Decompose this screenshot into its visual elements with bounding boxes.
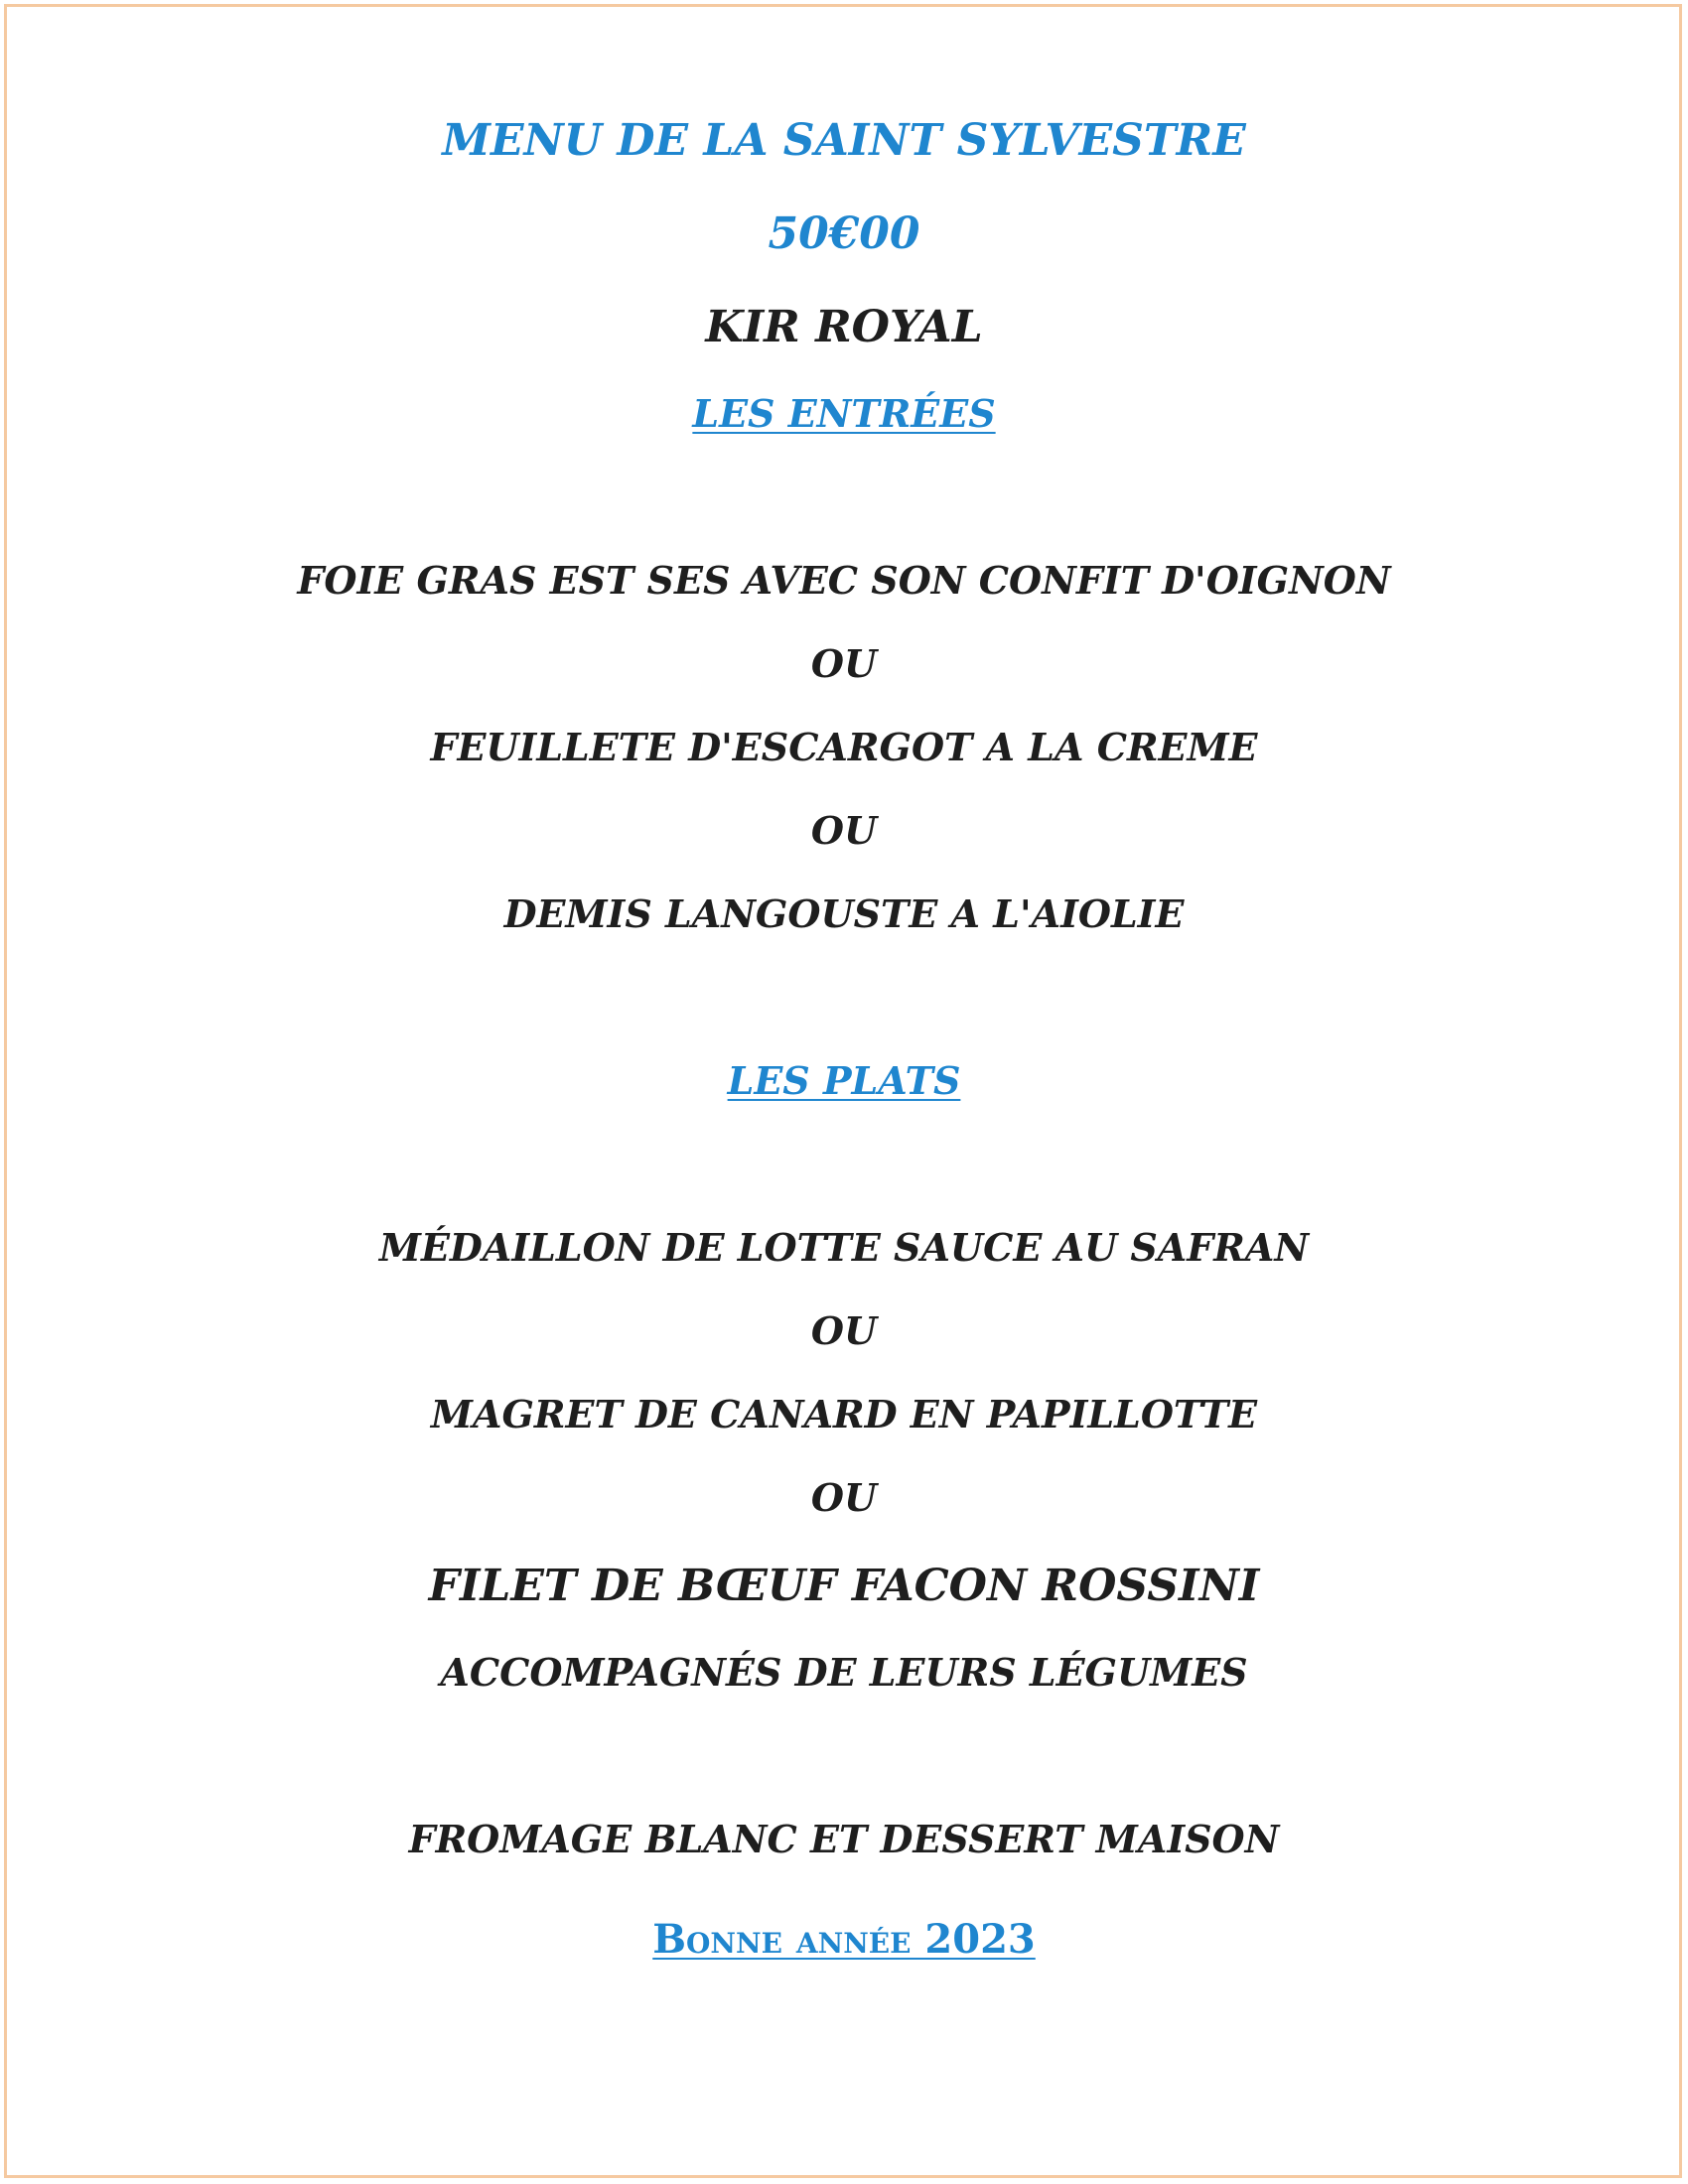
menu-title: MENU DE LA SAINT SYLVESTRE — [442, 115, 1246, 166]
entree-separator: OU — [810, 641, 878, 686]
entree-item: FEUILLETE D'ESCARGOT A LA CREME — [430, 725, 1258, 769]
plat-item: FILET DE BŒUF FACON ROSSINI — [428, 1561, 1260, 1611]
plat-item: MAGRET DE CANARD EN PAPILLOTTE — [430, 1392, 1258, 1436]
dessert-item: FROMAGE BLANC ET DESSERT MAISON — [408, 1817, 1280, 1861]
entree-separator: OU — [810, 808, 878, 853]
plat-accompaniment: ACCOMPAGNÉS DE LEURS LÉGUMES — [440, 1650, 1248, 1695]
plat-separator: OU — [810, 1308, 878, 1353]
menu-price: 50€00 — [768, 208, 920, 259]
entree-item: FOIE GRAS EST SES AVEC SON CONFIT D'OIGNON — [297, 558, 1391, 603]
plat-item: MÉDAILLON DE LOTTE SAUCE AU SAFRAN — [378, 1225, 1310, 1270]
entree-item: DEMIS LANGOUSTE A L'AIOLIE — [503, 891, 1185, 936]
plats-heading: LES PLATS — [727, 1058, 961, 1103]
entrees-heading: LES ENTRÉES — [692, 391, 996, 436]
greeting: Bonne année 2023 — [652, 1916, 1036, 1963]
aperitif: KIR ROYAL — [705, 302, 983, 352]
plat-separator: OU — [810, 1475, 878, 1520]
